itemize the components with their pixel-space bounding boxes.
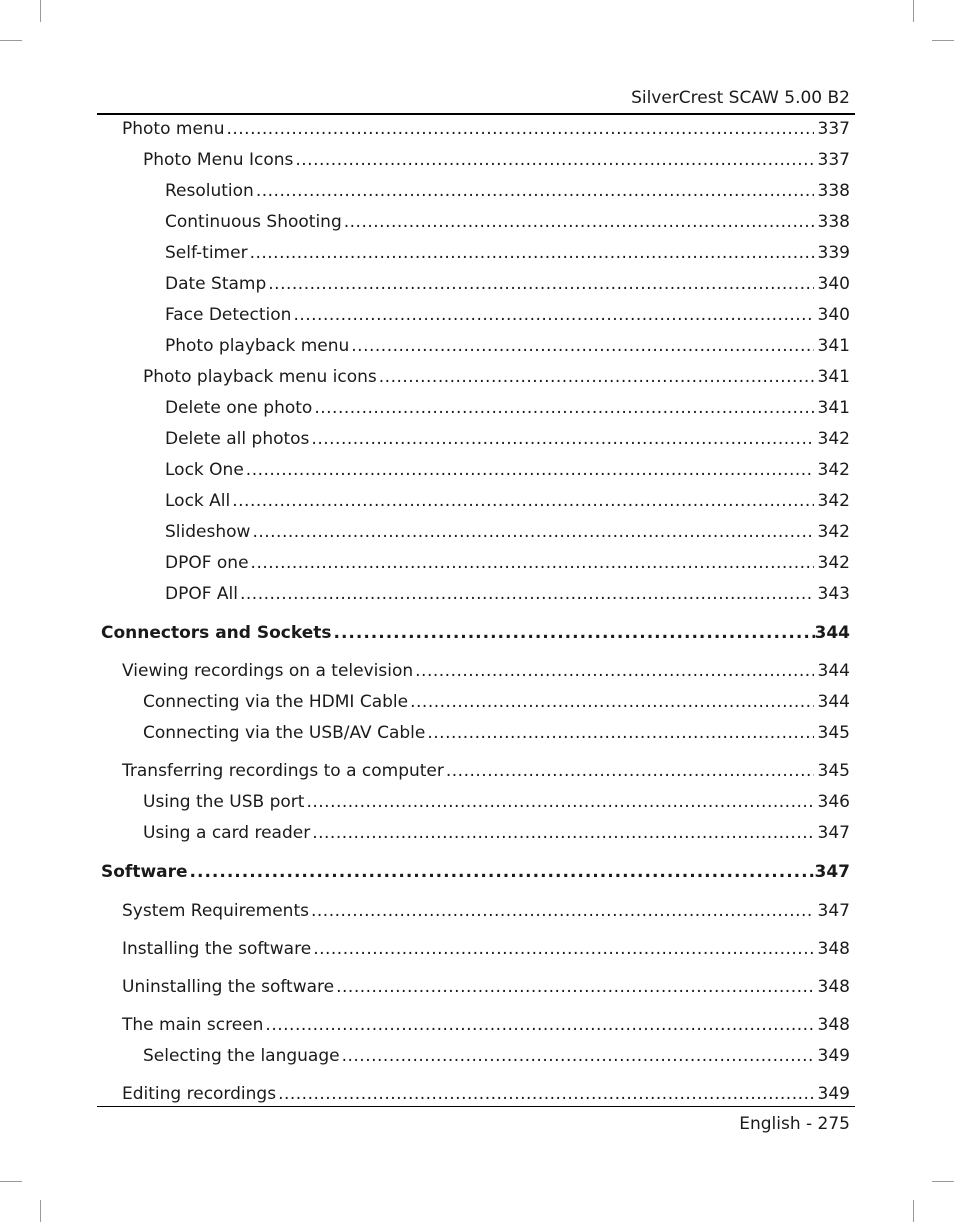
toc-entry-page: 338	[817, 181, 850, 201]
toc-leader	[311, 899, 814, 923]
toc-entry-page: 340	[817, 274, 850, 294]
toc-leader	[252, 520, 813, 544]
toc-entry-page: 349	[817, 1084, 850, 1104]
footer-rule	[97, 1106, 855, 1107]
toc-entry-label: Uninstalling the software	[122, 977, 335, 997]
toc-leader	[410, 690, 813, 714]
toc-leader	[313, 937, 813, 961]
toc-leader	[427, 721, 813, 745]
toc-entry-page: 349	[817, 1046, 850, 1066]
toc-entry[interactable]	[122, 1082, 850, 1106]
toc-entry-label: Editing recordings	[122, 1084, 277, 1104]
toc-entry[interactable]	[143, 821, 850, 845]
toc-entry-page: 337	[817, 119, 850, 139]
toc-entry-page: 346	[817, 792, 850, 812]
toc-entry-label: Connecting via the HDMI Cable	[143, 692, 409, 712]
toc-leader	[226, 117, 813, 141]
toc-entry-page: 344	[817, 661, 850, 681]
toc-leader	[246, 458, 814, 482]
toc-entry[interactable]	[165, 303, 850, 327]
toc-entry[interactable]	[143, 148, 850, 172]
toc-entry[interactable]	[122, 899, 850, 923]
toc-leader	[240, 582, 814, 606]
toc-entry-label: Lock One	[165, 460, 244, 480]
toc-leader	[379, 365, 814, 389]
toc-entry-label: Resolution	[165, 181, 254, 201]
toc-entry-label: Lock All	[165, 491, 231, 511]
toc-entry-page: 341	[817, 367, 850, 387]
toc-leader	[265, 1013, 813, 1037]
toc-entry-label: Viewing recordings on a television	[122, 661, 414, 681]
toc-entry-page: 342	[817, 553, 850, 573]
toc-leader	[446, 759, 814, 783]
toc-entry[interactable]	[165, 427, 850, 451]
toc-leader	[312, 821, 813, 845]
toc-entry-page: 342	[817, 429, 850, 449]
toc-entry[interactable]	[165, 520, 850, 544]
toc-entry-label: System Requirements	[122, 901, 309, 921]
toc-entry[interactable]	[165, 272, 850, 296]
toc-entry[interactable]	[165, 489, 850, 513]
toc-section-heading[interactable]	[101, 621, 850, 645]
toc-leader	[190, 860, 815, 884]
toc-leader	[306, 790, 813, 814]
toc-entry-label: Photo Menu Icons	[143, 150, 294, 170]
toc-entry[interactable]	[165, 551, 850, 575]
page-footer-number: English - 275	[739, 1114, 850, 1134]
toc-entry-label: Using the USB port	[143, 792, 305, 812]
toc-entry[interactable]	[143, 1044, 850, 1068]
toc-entry-label: DPOF one	[165, 553, 249, 573]
toc-entry-page: 342	[817, 522, 850, 542]
toc-entry-label: Self-timer	[165, 243, 248, 263]
toc-leader	[268, 272, 813, 296]
toc-leader	[256, 179, 814, 203]
toc-entry-page: 347	[814, 862, 850, 882]
toc-leader	[295, 148, 813, 172]
toc-leader	[250, 241, 814, 265]
toc-entry[interactable]	[122, 975, 850, 999]
toc-entry-page: 348	[817, 939, 850, 959]
toc-entry[interactable]	[165, 179, 850, 203]
toc-entry-label: Face Detection	[165, 305, 292, 325]
toc-entry[interactable]	[165, 458, 850, 482]
toc-entry[interactable]	[143, 790, 850, 814]
toc-entry-page: 343	[817, 584, 850, 604]
toc-entry-label: Date Stamp	[165, 274, 267, 294]
toc-entry[interactable]	[122, 1013, 850, 1037]
toc-entry-label: Continuous Shooting	[165, 212, 342, 232]
toc-entry-label: The main screen	[122, 1015, 264, 1035]
toc-entry-label: Photo playback menu icons	[143, 367, 377, 387]
toc-leader	[342, 1044, 814, 1068]
toc-entry[interactable]	[122, 759, 850, 783]
toc-entry[interactable]	[143, 365, 850, 389]
toc-entry-page: 342	[817, 491, 850, 511]
toc-entry-label: Photo menu	[122, 119, 225, 139]
toc-entry[interactable]	[165, 241, 850, 265]
toc-entry-page: 345	[817, 761, 850, 781]
toc-entry-label: Slideshow	[165, 522, 251, 542]
toc-entry[interactable]	[165, 582, 850, 606]
toc-entry-page: 348	[817, 977, 850, 997]
toc-entry[interactable]	[165, 334, 850, 358]
toc-entry[interactable]	[122, 117, 850, 141]
toc-entry-label: Transferring recordings to a computer	[122, 761, 444, 781]
page-header-title: SilverCrest SCAW 5.00 B2	[631, 88, 850, 108]
toc-leader	[311, 427, 813, 451]
toc-leader	[251, 551, 814, 575]
toc-section-heading[interactable]	[101, 860, 850, 884]
toc-entry-label: Selecting the language	[143, 1046, 340, 1066]
toc-entry-page: 347	[817, 823, 850, 843]
toc-leader	[278, 1082, 813, 1106]
toc-leader	[336, 975, 813, 999]
toc-leader	[344, 210, 814, 234]
toc-leader	[415, 659, 813, 683]
toc-entry-label: Connecting via the USB/AV Cable	[143, 723, 426, 743]
toc-entry-page: 337	[817, 150, 850, 170]
toc-entry[interactable]	[143, 721, 850, 745]
toc-entry-page: 345	[817, 723, 850, 743]
toc-entry-label: Photo playback menu	[165, 336, 350, 356]
toc-entry-page: 341	[817, 336, 850, 356]
toc-leader	[351, 334, 813, 358]
toc-entry[interactable]	[143, 690, 850, 714]
toc-leader	[314, 396, 813, 420]
toc-entry-label: Connectors and Sockets	[101, 623, 332, 643]
toc-leader	[333, 621, 814, 645]
toc-entry-page: 338	[817, 212, 850, 232]
toc-entry-label: DPOF All	[165, 584, 238, 604]
toc-entry-label: Delete all photos	[165, 429, 310, 449]
toc-entry[interactable]	[165, 396, 850, 420]
toc-entry-page: 348	[817, 1015, 850, 1035]
toc-entry-label: Delete one photo	[165, 398, 313, 418]
toc-entry-label: Installing the software	[122, 939, 312, 959]
toc-entry-label: Using a card reader	[143, 823, 311, 843]
toc-entry[interactable]	[122, 659, 850, 683]
toc-leader	[232, 489, 813, 513]
toc-entry-page: 340	[817, 305, 850, 325]
toc-entry-label: Software	[101, 862, 188, 882]
toc-leader	[293, 303, 813, 327]
toc-entry[interactable]	[165, 210, 850, 234]
toc-entry[interactable]	[122, 937, 850, 961]
toc-entry-page: 342	[817, 460, 850, 480]
toc-entry-page: 347	[817, 901, 850, 921]
toc-entry-page: 344	[814, 623, 850, 643]
toc-entry-page: 341	[817, 398, 850, 418]
toc-entry-page: 339	[817, 243, 850, 263]
toc-entry-page: 344	[817, 692, 850, 712]
